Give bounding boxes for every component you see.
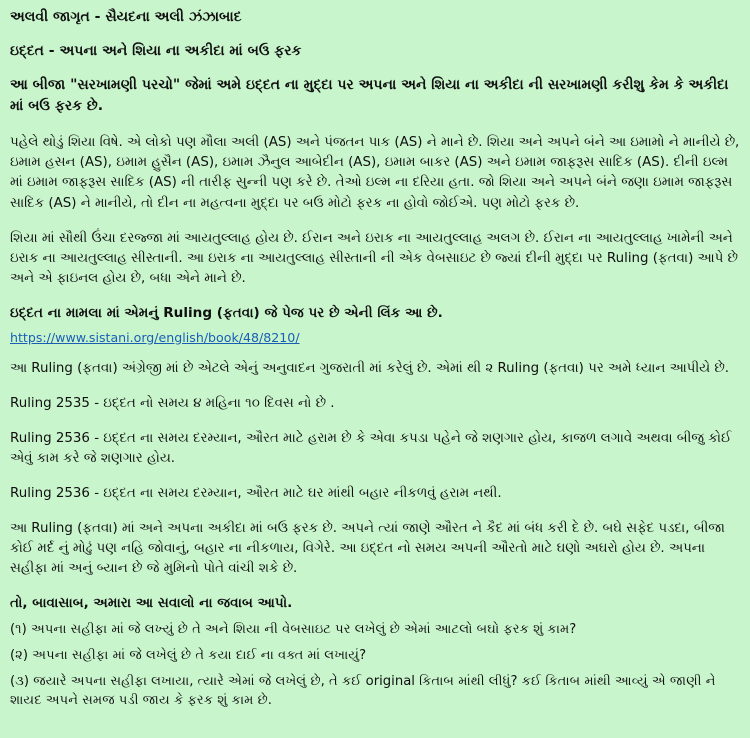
ruling-2535: Ruling 2535 - ઇદ્દત નો સમય ૪ મહિના ૧૦ દિવસ નો છે . xyxy=(10,395,335,411)
section-heading: ઇદ્દત - અપના અને શિયા ના અકીદા માં બઉ ફરક xyxy=(10,42,302,59)
link-heading: ઇદ્દત ના મામલા માં એમનું Ruling (ફતવા) જે પેજ પર છે એની લિંક આ છે. xyxy=(10,304,443,321)
intro-paragraph: આ બીજા "સરખામણી પરચો" જેમાં અમે ઇદ્દત ના મુદ્દા પર અપના અને શિયા ના અકીદા ની સરખામણી કરીશુ કેમ કે અકીદા માં બઉ ફરક છે. xyxy=(10,77,729,115)
question-item: (૧) અપના સહીફા માં જે લખ્યું છે તે અને શિયા ની વેબસાઇટ પર લખેલું છે એમાં આટલો બઘો ફરક શું કામ? xyxy=(10,621,577,637)
ruling-2536-a: Ruling 2536 - ઇદ્દત ના સમય દરમ્યાન, ઔરત માટે હરામ છે કે એવા કપડા પહેને જે શણગાર હોય, કાજળ લગાવે અથવા બીજુ કોઈ એવું કામ કરે જે શણગાર હોય. xyxy=(10,430,732,466)
questions-heading: તો, બાવાસાબ, અમારા આ સવાલો ના જવાબ આપો. xyxy=(10,594,293,611)
source-link[interactable]: https://www.sistani.org/english/book/48/8210/ xyxy=(10,329,300,345)
ruling-2536-b: Ruling 2536 - ઇદ્દત ના સમય દરમ્યાન, ઔરત માટે ઘર માંથી બહાર નીકળવું હરામ નથી. xyxy=(10,486,502,502)
body-paragraph: પહેલે થોડું શિયા વિષે. એ લોકો પણ મૌલા અલી (AS) અને પંજતન પાક (AS) ને માને છે. શિયા અને અપને બંને આ ઇમામો ને માનીયે છે, ઇમામ હસન (AS), ઇમામ હુસૈન (AS), ઇમામ ઝૈનુલ આબેદીન (AS), ઇમામ બાકર (AS) અને ઇમામ જાફરૂસ સાદિક (AS). દીની ઇલ્મ માં ઇમામ જાફરૂસ સાદિક (AS) ની તારીફ સુન્ની પણ કરે છે. તેઓ ઇલ્મ ના દરિયા હતા. જો શિયા અને અપને બંને જણા ઇમામ જાફરૂસ સાદિક (AS) ને માનીયે, તો દીન ના મહત્વના મુદ્દા પર બઉ મોટો ફરક ના હોવો જોઈએ. પણ મોટો ફરક છે. xyxy=(10,135,740,211)
body-paragraph: આ Ruling (ફતવા) માં અને અપના અકીદા માં બઉ ફરક છે. અપને ત્યાં જાણે ઔરત ને કૈદ માં બંધ કરી દે છે. બઘે સફેદ પડદા, બીજા કોઈ મર્દ નું મોઢું પણ નહિ જોવાનું, બહાર ના નીકળાય, વિગેરે. આ ઇદ્દત નો સમય અપની ઔરતો માટે ઘણો અઘરો હોય છે. અપના સહીફા માં અનું બ્યાન છે જે મુમિનો પોતે વાંચી શકે છે. xyxy=(10,521,725,577)
question-item: (૨) અપના સહીફા માં જે લખેલું છે તે કયા દાઈ ના વક્ત માં લખાયું? xyxy=(10,647,367,663)
body-paragraph: આ Ruling (ફતવા) અંગ્રેજી માં છે એટલે એનું અનુવાદન ગુજરાતી માં કરેલું છે. એમાં થી ૨ Ruling (ફતવા) પર અમે ધ્યાન આપીયે છે. xyxy=(10,360,729,376)
page-title: અલવી જાગૃત - સૈયદના અલી ઝંઝાબાદ xyxy=(10,9,242,25)
body-paragraph: શિયા માં સૌથી ઉંચા દરજ્જા માં આયતુલ્લાહ હોય છે. ઈરાન અને ઇરાક ના આયતુલ્લાહ અલગ છે. ઈરાન ના આયતુલ્લાહ ખામેની અને ઇરાક ના આયતુલ્લાહ સીસ્તાની. આ ઇરાક ના આયતુલ્લાહ સીસ્તાની ની એક વેબસાઇટ છે જ્યાં દીની મુદ્દા પર Ruling (ફતવા) આપે છે અને એ ફાઇનલ હોય છે, બધા એને માને છે. xyxy=(10,230,738,286)
question-item: (૩) જયારે અપના સહીફા લખાયા, ત્યારે એમાં જે લખેલું છે, તે કઈ original કિતાબ માંથી લીધું? કઈ કિતાબ માંથી આવ્યું એ જાણી ને શાયદ અપને સમજ પડી જાય કે ફરક શું કામ છે. xyxy=(10,673,716,708)
